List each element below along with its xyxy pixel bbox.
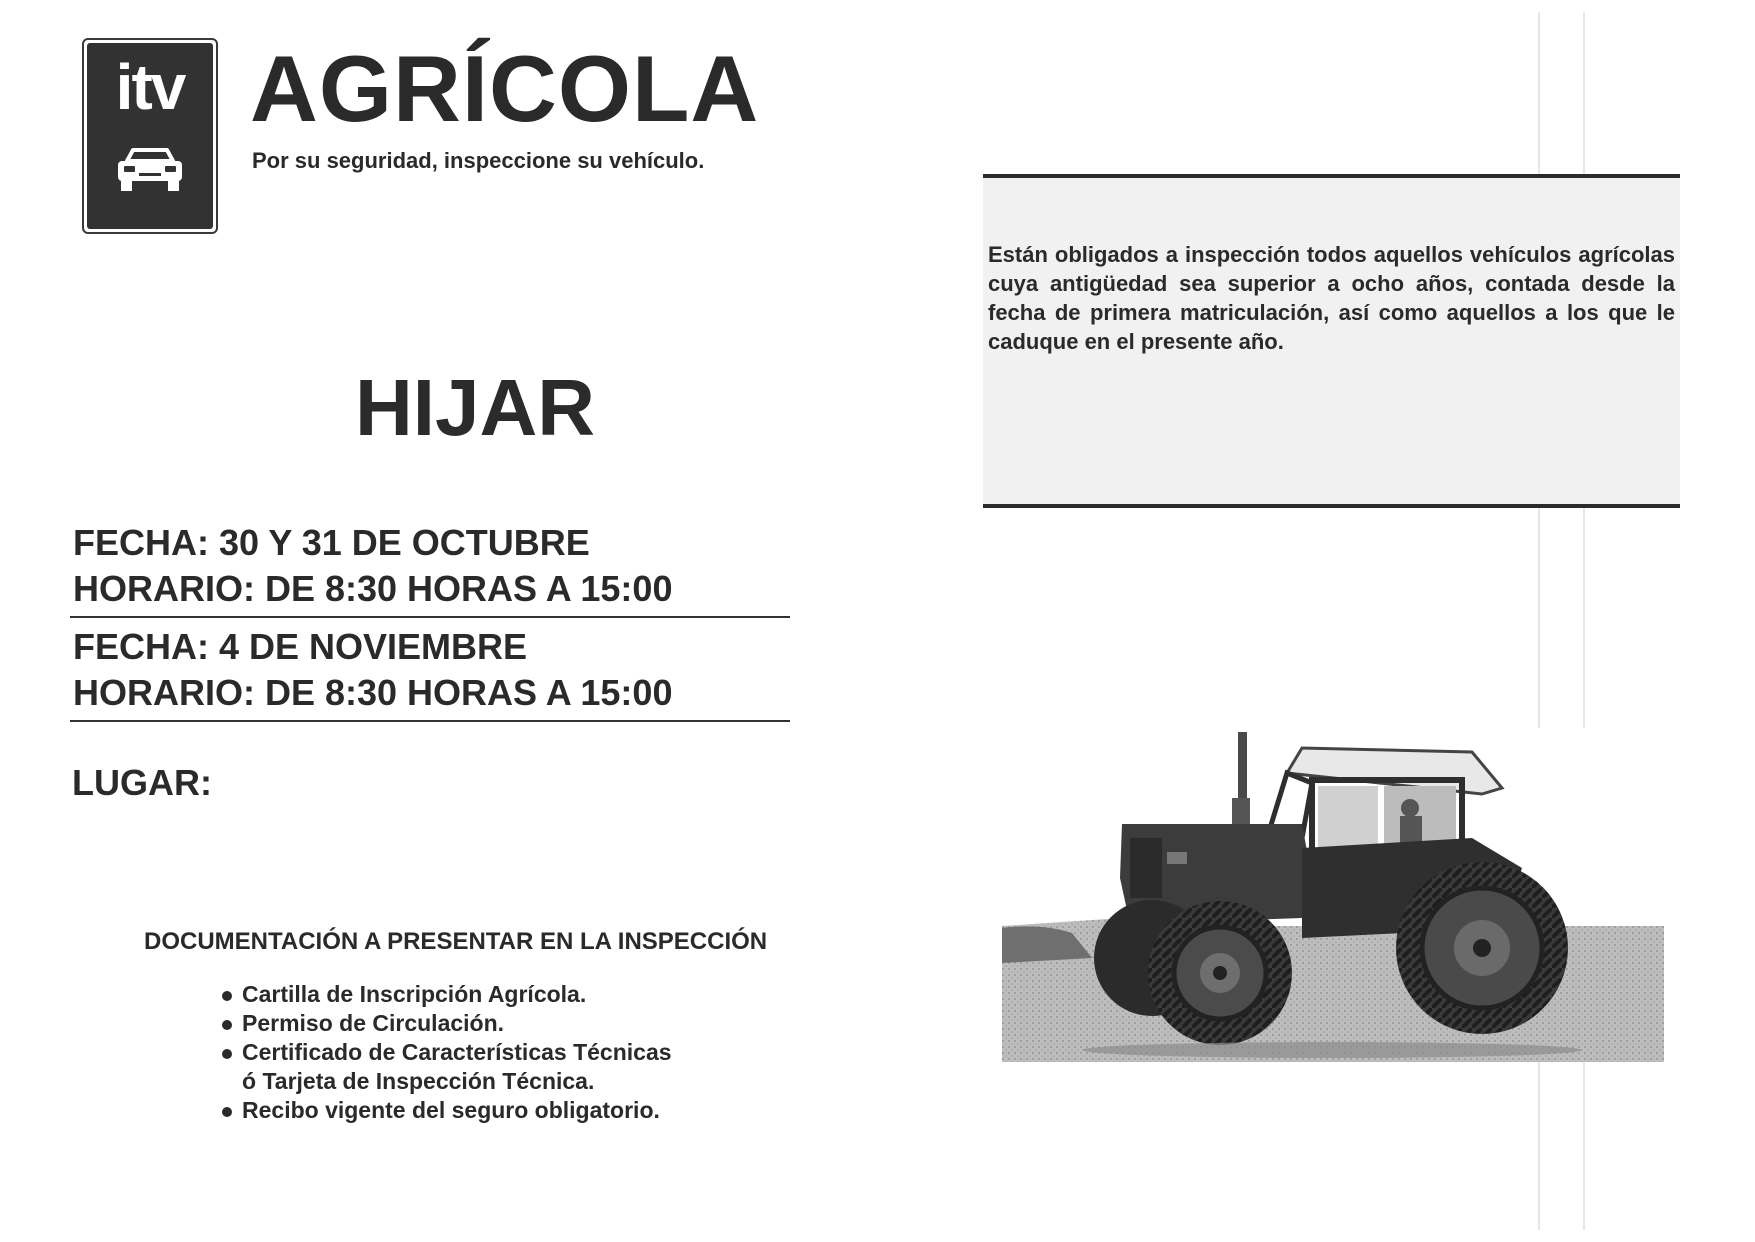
list-item: Recibo vigente del seguro obligatorio.: [222, 1096, 672, 1125]
schedule-hours: HORARIO: DE 8:30 HORAS A 15:00: [73, 568, 673, 609]
list-item: Certificado de Características Técnicas: [222, 1038, 672, 1067]
list-item: Cartilla de Inscripción Agrícola.: [222, 980, 672, 1009]
itv-logo-text: itv: [115, 51, 185, 123]
list-item: Permiso de Circulación.: [222, 1009, 672, 1038]
schedule-date: FECHA: 4 DE NOVIEMBRE: [73, 626, 528, 667]
page-title: AGRÍCOLA: [250, 36, 760, 141]
schedule-date: FECHA: 30 Y 31 DE OCTUBRE: [73, 522, 590, 563]
documents-heading: DOCUMENTACIÓN A PRESENTAR EN LA INSPECCIÓN: [144, 928, 768, 955]
itv-logo: [82, 38, 218, 234]
car-icon: [115, 147, 185, 195]
notice-text: Están obligados a inspección todos aquellos vehículos agrícolas cuya antigüedad sea superior a ocho años, contada desde la fecha de primera matriculación, así como aquellos a los que le caduque en el presente año.: [988, 242, 1675, 354]
schedule: [70, 520, 790, 728]
town-name: HIJAR: [354, 363, 596, 452]
slogan: Por su seguridad, inspeccione su vehículo.: [252, 148, 705, 173]
schedule-block: [70, 520, 790, 618]
schedule-block: [70, 624, 790, 722]
notice-box: [983, 174, 1680, 508]
documents-list: [222, 980, 672, 1125]
schedule-hours: HORARIO: DE 8:30 HORAS A 15:00: [73, 672, 673, 713]
location-label: LUGAR:: [72, 762, 212, 803]
list-item-continuation: ó Tarjeta de Inspección Técnica.: [242, 1068, 595, 1094]
tractor-photo: [1002, 728, 1664, 1062]
